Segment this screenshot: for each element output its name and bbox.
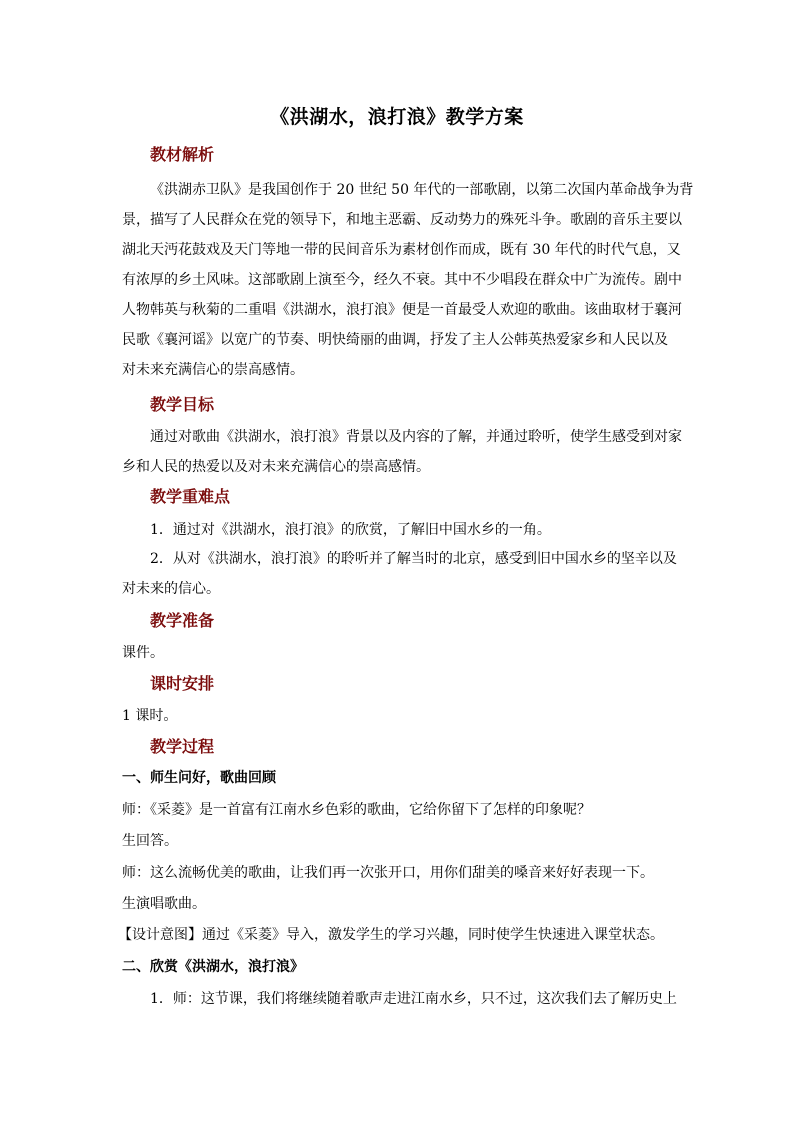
process-part-1-title: 一、师生问好，歌曲回顾: [122, 770, 276, 786]
process-line-1: 师：《采菱》是一首富有江南水乡色彩的歌曲，它给你留下了怎样的印象呢？: [122, 802, 591, 818]
heading-keypoints: 教学重难点: [150, 487, 231, 506]
process-line-3: 师：这么流畅优美的歌曲，让我们再一次张开口，用你们甜美的嗓音来好好表现一下。: [122, 865, 654, 881]
process-line-4: 生演唱歌曲。: [122, 896, 206, 912]
keypoint-item-2-line-1: 2．从对《洪湖水，浪打浪》的聆听并了解当时的北京，感受到旧中国水乡的坚辛以及: [150, 551, 677, 567]
heading-schedule: 课时安排: [150, 674, 215, 693]
schedule-text: 1 课时。: [122, 708, 178, 724]
paragraph-analysis: [122, 175, 694, 385]
heading-process: 教学过程: [150, 737, 215, 756]
goal-line-2: 乡和人民的热爱以及对未来充满信心的崇高感情。: [122, 459, 430, 475]
paragraph-goal: [122, 422, 682, 482]
analysis-line-3: 湖北天沔花鼓戏及天门等地一带的民间音乐为素材创作而成，既有 30 年代的时代气息，又: [122, 242, 681, 258]
process-line-2: 生回答。: [122, 833, 178, 849]
analysis-line-5: 人物韩英与秋菊的二重唱《洪湖水，浪打浪》便是一首最受人欢迎的歌曲。该曲取材于襄河: [122, 302, 682, 318]
goal-line-1: 通过对歌曲《洪湖水，浪打浪》背景以及内容的了解，并通过聆听，使学生感受到对家: [150, 429, 682, 445]
analysis-line-1: 《洪湖赤卫队》是我国创作于 20 世纪 50 年代的一部歌剧，以第二次国内革命战争为背: [150, 182, 694, 198]
heading-analysis: 教材解析: [150, 145, 215, 164]
process-line-6: 1．师：这节课，我们将继续随着歌声走进江南水乡，只不过，这次我们去了解历史上: [150, 991, 677, 1007]
paragraph-keypoint-2: [122, 544, 678, 604]
analysis-line-6: 民歌《襄河谣》以宽广的节奏、明快绮丽的曲调，抒发了主人公韩英热爱家乡和人民以及: [122, 332, 668, 348]
keypoint-item-2-line-2: 对未来的信心。: [122, 581, 220, 597]
keypoint-item-1: 1．通过对《洪湖水，浪打浪》的欣赏，了解旧中国水乡的一角。: [150, 522, 551, 538]
analysis-line-7: 对未来充满信心的崇高感情。: [122, 362, 304, 378]
document-title: 《洪湖水，浪打浪》教学方案: [270, 106, 524, 128]
heading-goal: 教学目标: [150, 395, 215, 414]
prep-text: 课件。: [122, 645, 164, 661]
analysis-line-4: 有浓厚的乡土风味。这部歌剧上演至今，经久不衰。其中不少唱段在群众中广为流传。剧中: [122, 272, 682, 288]
heading-prep: 教学准备: [150, 611, 215, 630]
design-intent-note: 【设计意图】通过《采菱》导入，激发学生的学习兴趣，同时使学生快速进入课堂状态。: [118, 927, 664, 943]
process-part-2-title: 二、欣赏《洪湖水，浪打浪》: [122, 959, 304, 975]
analysis-line-2: 景，描写了人民群众在党的领导下，和地主恶霸、反动势力的殊死斗争。歌剧的音乐主要以: [122, 212, 682, 228]
